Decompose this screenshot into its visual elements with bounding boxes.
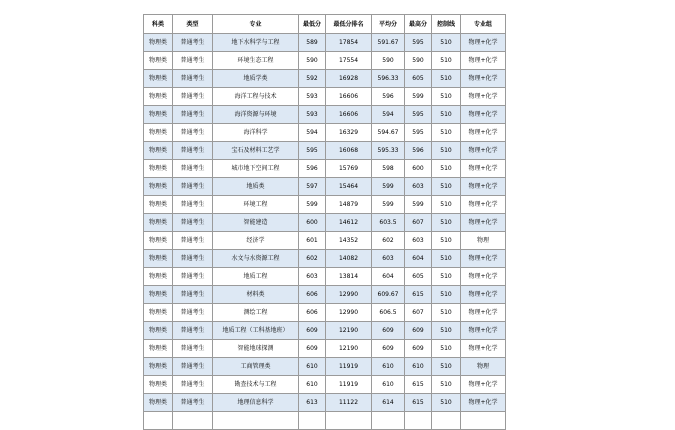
table-cell: 14879 <box>326 196 372 214</box>
table-cell: 17854 <box>326 34 372 52</box>
table-cell: 物理类 <box>144 106 173 124</box>
table-cell: 615 <box>405 394 432 412</box>
table-cell: 603 <box>405 232 432 250</box>
table-cell: 工商管理类 <box>213 358 299 376</box>
table-cell: 物理类 <box>144 196 173 214</box>
table-cell: 510 <box>432 268 461 286</box>
table-row <box>144 304 506 322</box>
table-cell: 510 <box>432 358 461 376</box>
table-row <box>144 124 506 142</box>
table-cell: 607 <box>405 304 432 322</box>
table-cell: 602 <box>372 232 405 250</box>
table-cell: 物理+化学 <box>461 340 506 358</box>
table-cell: 海洋工程与技术 <box>213 88 299 106</box>
table-cell: 510 <box>432 178 461 196</box>
table-cell: 普通考生 <box>173 304 213 322</box>
table-cell: 596 <box>299 160 326 178</box>
table-cell: 物理+化学 <box>461 286 506 304</box>
table-cell: 510 <box>432 214 461 232</box>
table-cell: 591.67 <box>372 34 405 52</box>
table-cell: 物理类 <box>144 70 173 88</box>
table-cell: 510 <box>432 52 461 70</box>
table-row <box>144 88 506 106</box>
table-cell: 615 <box>405 286 432 304</box>
table-cell: 609.67 <box>372 286 405 304</box>
table-row <box>144 340 506 358</box>
table-row <box>144 160 506 178</box>
table-cell: 510 <box>432 286 461 304</box>
table-cell: 600 <box>299 214 326 232</box>
table-cell: 11919 <box>326 376 372 394</box>
table-cell: 603 <box>405 178 432 196</box>
table-cell: 510 <box>432 106 461 124</box>
table-cell: 592 <box>299 70 326 88</box>
table-cell: 510 <box>432 142 461 160</box>
table-cell: 601 <box>299 232 326 250</box>
table-cell: 地质工程（工科基地班） <box>213 322 299 340</box>
table-cell: 普通考生 <box>173 268 213 286</box>
table-cell: 597 <box>299 178 326 196</box>
table-cell: 物理类 <box>144 376 173 394</box>
table-cell: 605 <box>405 70 432 88</box>
table-cell: 609 <box>405 340 432 358</box>
table-cell: 16928 <box>326 70 372 88</box>
table-cell: 海洋资源与环境 <box>213 106 299 124</box>
table-cell: 599 <box>405 196 432 214</box>
table-cell: 经济学 <box>213 232 299 250</box>
table-cell: 510 <box>432 340 461 358</box>
table-cell: 普通考生 <box>173 286 213 304</box>
table-cell: 物理类 <box>144 88 173 106</box>
table-cell: 物理+化学 <box>461 178 506 196</box>
table-cell: 16329 <box>326 124 372 142</box>
table-cell: 物理+化学 <box>461 142 506 160</box>
table-row <box>144 70 506 88</box>
column-header: 类型 <box>173 15 213 34</box>
table-cell: 615 <box>405 376 432 394</box>
table-cell: 普通考生 <box>173 232 213 250</box>
table-cell: 610 <box>299 358 326 376</box>
table-row <box>144 394 506 412</box>
table-cell: 599 <box>372 196 405 214</box>
table-cell: 物理+化学 <box>461 214 506 232</box>
table-cell: 510 <box>432 376 461 394</box>
table-cell: 600 <box>405 160 432 178</box>
table-row <box>144 232 506 250</box>
table-cell: 604 <box>405 250 432 268</box>
table-cell: 610 <box>372 376 405 394</box>
table-cell: 物理+化学 <box>461 34 506 52</box>
table-cell: 593 <box>299 106 326 124</box>
table-cell: 510 <box>432 34 461 52</box>
table-cell: 606 <box>299 286 326 304</box>
table-cell: 14082 <box>326 250 372 268</box>
column-header: 专业 <box>213 15 299 34</box>
table-cell: 607 <box>405 214 432 232</box>
table-cell: 12990 <box>326 304 372 322</box>
table-cell: 物理+化学 <box>461 52 506 70</box>
table-cell: 510 <box>432 88 461 106</box>
table-cell: 595.33 <box>372 142 405 160</box>
table-cell: 14352 <box>326 232 372 250</box>
table-cell: 510 <box>432 250 461 268</box>
table-cell: 物理类 <box>144 214 173 232</box>
table-row <box>144 196 506 214</box>
table-cell: 510 <box>432 232 461 250</box>
table-cell: 510 <box>432 124 461 142</box>
table-cell: 物理+化学 <box>461 394 506 412</box>
table-cell: 596.33 <box>372 70 405 88</box>
table-row <box>144 34 506 52</box>
table-cell: 环境生态工程 <box>213 52 299 70</box>
column-header: 控制线 <box>432 15 461 34</box>
table-cell: 594 <box>372 106 405 124</box>
table-cell: 物理+化学 <box>461 124 506 142</box>
table-cell: 609 <box>372 322 405 340</box>
table-cell: 水文与水资源工程 <box>213 250 299 268</box>
table-cell: 609 <box>372 340 405 358</box>
table-cell: 物理类 <box>144 178 173 196</box>
table-row <box>144 322 506 340</box>
table-cell: 590 <box>405 52 432 70</box>
table-cell: 610 <box>372 358 405 376</box>
table-row <box>144 214 506 232</box>
table-cell: 普通考生 <box>173 124 213 142</box>
column-header: 最高分 <box>405 15 432 34</box>
table-cell: 596 <box>405 142 432 160</box>
table-cell: 普通考生 <box>173 358 213 376</box>
table-cell: 593 <box>299 88 326 106</box>
table-cell: 594.67 <box>372 124 405 142</box>
table-cell: 物理类 <box>144 358 173 376</box>
table-cell: 602 <box>299 250 326 268</box>
table-cell: 595 <box>405 124 432 142</box>
table-cell: 普通考生 <box>173 88 213 106</box>
table-cell: 510 <box>432 394 461 412</box>
table-cell: 物理类 <box>144 268 173 286</box>
table-cell: 物理+化学 <box>461 376 506 394</box>
table-cell: 16068 <box>326 142 372 160</box>
table-cell: 606.5 <box>372 304 405 322</box>
table-cell: 595 <box>405 34 432 52</box>
table-cell: 普通考生 <box>173 250 213 268</box>
column-header: 最低分排名 <box>326 15 372 34</box>
table-cell: 物理+化学 <box>461 106 506 124</box>
table-cell: 物理+化学 <box>461 304 506 322</box>
table-cell: 590 <box>299 52 326 70</box>
table-cell: 613 <box>299 394 326 412</box>
table-cell: 605 <box>405 268 432 286</box>
table-cell: 510 <box>432 70 461 88</box>
table-cell: 12190 <box>326 340 372 358</box>
table-cell: 物理类 <box>144 394 173 412</box>
table-cell: 普通考生 <box>173 340 213 358</box>
table-cell: 普通考生 <box>173 52 213 70</box>
table-cell: 勘查技术与工程 <box>213 376 299 394</box>
table-row <box>144 250 506 268</box>
table-cell: 地质学类 <box>213 70 299 88</box>
table-row <box>144 268 506 286</box>
table-cell: 物理+化学 <box>461 268 506 286</box>
table-row <box>144 142 506 160</box>
table-cell: 物理类 <box>144 160 173 178</box>
table-cell: 物理+化学 <box>461 88 506 106</box>
table-cell: 物理类 <box>144 124 173 142</box>
column-header: 最低分 <box>299 15 326 34</box>
table-cell: 17554 <box>326 52 372 70</box>
table-row <box>144 376 506 394</box>
table-cell: 地质类 <box>213 178 299 196</box>
table-cell: 智能地球探测 <box>213 340 299 358</box>
table-cell: 589 <box>299 34 326 52</box>
table-cell: 地下水科学与工程 <box>213 34 299 52</box>
table-cell: 普通考生 <box>173 34 213 52</box>
table-cell: 智能建造 <box>213 214 299 232</box>
table-cell: 物理 <box>461 232 506 250</box>
table-cell: 普通考生 <box>173 196 213 214</box>
table-cell: 510 <box>432 196 461 214</box>
table-cell: 物理类 <box>144 340 173 358</box>
table-row <box>144 52 506 70</box>
table-cell: 614 <box>372 394 405 412</box>
admission-score-table <box>143 14 506 430</box>
table-row <box>144 358 506 376</box>
table-cell: 物理类 <box>144 304 173 322</box>
table-cell: 610 <box>299 376 326 394</box>
table-cell: 12990 <box>326 286 372 304</box>
column-header: 平均分 <box>372 15 405 34</box>
table-cell: 物理类 <box>144 286 173 304</box>
table-cell: 609 <box>299 322 326 340</box>
table-cell: 物理+化学 <box>461 160 506 178</box>
table-cell: 15769 <box>326 160 372 178</box>
table-cell: 599 <box>372 178 405 196</box>
table-cell: 材料类 <box>213 286 299 304</box>
table-cell: 普通考生 <box>173 394 213 412</box>
table-cell: 595 <box>299 142 326 160</box>
table-cell: 环境工程 <box>213 196 299 214</box>
column-header: 科类 <box>144 15 173 34</box>
table-row <box>144 286 506 304</box>
table-cell: 609 <box>299 340 326 358</box>
table-cell: 地质工程 <box>213 268 299 286</box>
column-header: 专业组 <box>461 15 506 34</box>
table-header <box>144 15 506 34</box>
table-cell: 城市地下空间工程 <box>213 160 299 178</box>
table-cell: 510 <box>432 304 461 322</box>
table-cell: 16606 <box>326 88 372 106</box>
table-cell: 物理+化学 <box>461 322 506 340</box>
table-cell: 物理类 <box>144 52 173 70</box>
table-cell: 物理+化学 <box>461 70 506 88</box>
table-cell: 510 <box>432 322 461 340</box>
table-cell: 地理信息科学 <box>213 394 299 412</box>
table-row <box>144 106 506 124</box>
table-cell: 603 <box>372 250 405 268</box>
table-cell: 物理 <box>461 358 506 376</box>
table-cell: 11919 <box>326 358 372 376</box>
table-cell: 宝石及材料工艺学 <box>213 142 299 160</box>
table-cell: 590 <box>372 52 405 70</box>
table-cell: 物理类 <box>144 142 173 160</box>
table-cell: 510 <box>432 160 461 178</box>
table-cell: 物理+化学 <box>461 196 506 214</box>
table-cell: 603.5 <box>372 214 405 232</box>
table-cell: 13814 <box>326 268 372 286</box>
table-cell: 599 <box>299 196 326 214</box>
table-cell: 普通考生 <box>173 142 213 160</box>
table-cell: 594 <box>299 124 326 142</box>
table-cell: 海洋科学 <box>213 124 299 142</box>
table-cell: 测绘工程 <box>213 304 299 322</box>
table-cell: 603 <box>299 268 326 286</box>
table-cell: 604 <box>372 268 405 286</box>
table-cell: 物理类 <box>144 232 173 250</box>
table-cell: 普通考生 <box>173 322 213 340</box>
table-row <box>144 178 506 196</box>
table-cell: 596 <box>372 88 405 106</box>
table-cell: 普通考生 <box>173 178 213 196</box>
table-cell: 16606 <box>326 106 372 124</box>
header-row <box>144 15 506 34</box>
table-cell: 物理类 <box>144 322 173 340</box>
table-cell: 普通考生 <box>173 70 213 88</box>
table-cell: 595 <box>405 106 432 124</box>
table-body <box>144 34 506 430</box>
table-cell: 606 <box>299 304 326 322</box>
table-cell: 609 <box>405 322 432 340</box>
table-cell: 12190 <box>326 322 372 340</box>
table-cell: 普通考生 <box>173 214 213 232</box>
table-cell: 物理+化学 <box>461 250 506 268</box>
table-cell: 普通考生 <box>173 106 213 124</box>
table-cell: 15464 <box>326 178 372 196</box>
table-cell: 610 <box>405 358 432 376</box>
table-cell: 14612 <box>326 214 372 232</box>
table-cell: 11122 <box>326 394 372 412</box>
table-cell: 599 <box>405 88 432 106</box>
table-cell: 普通考生 <box>173 160 213 178</box>
table-cell: 普通考生 <box>173 376 213 394</box>
table-cell: 物理类 <box>144 250 173 268</box>
table-cell: 598 <box>372 160 405 178</box>
table-cell: 物理类 <box>144 34 173 52</box>
